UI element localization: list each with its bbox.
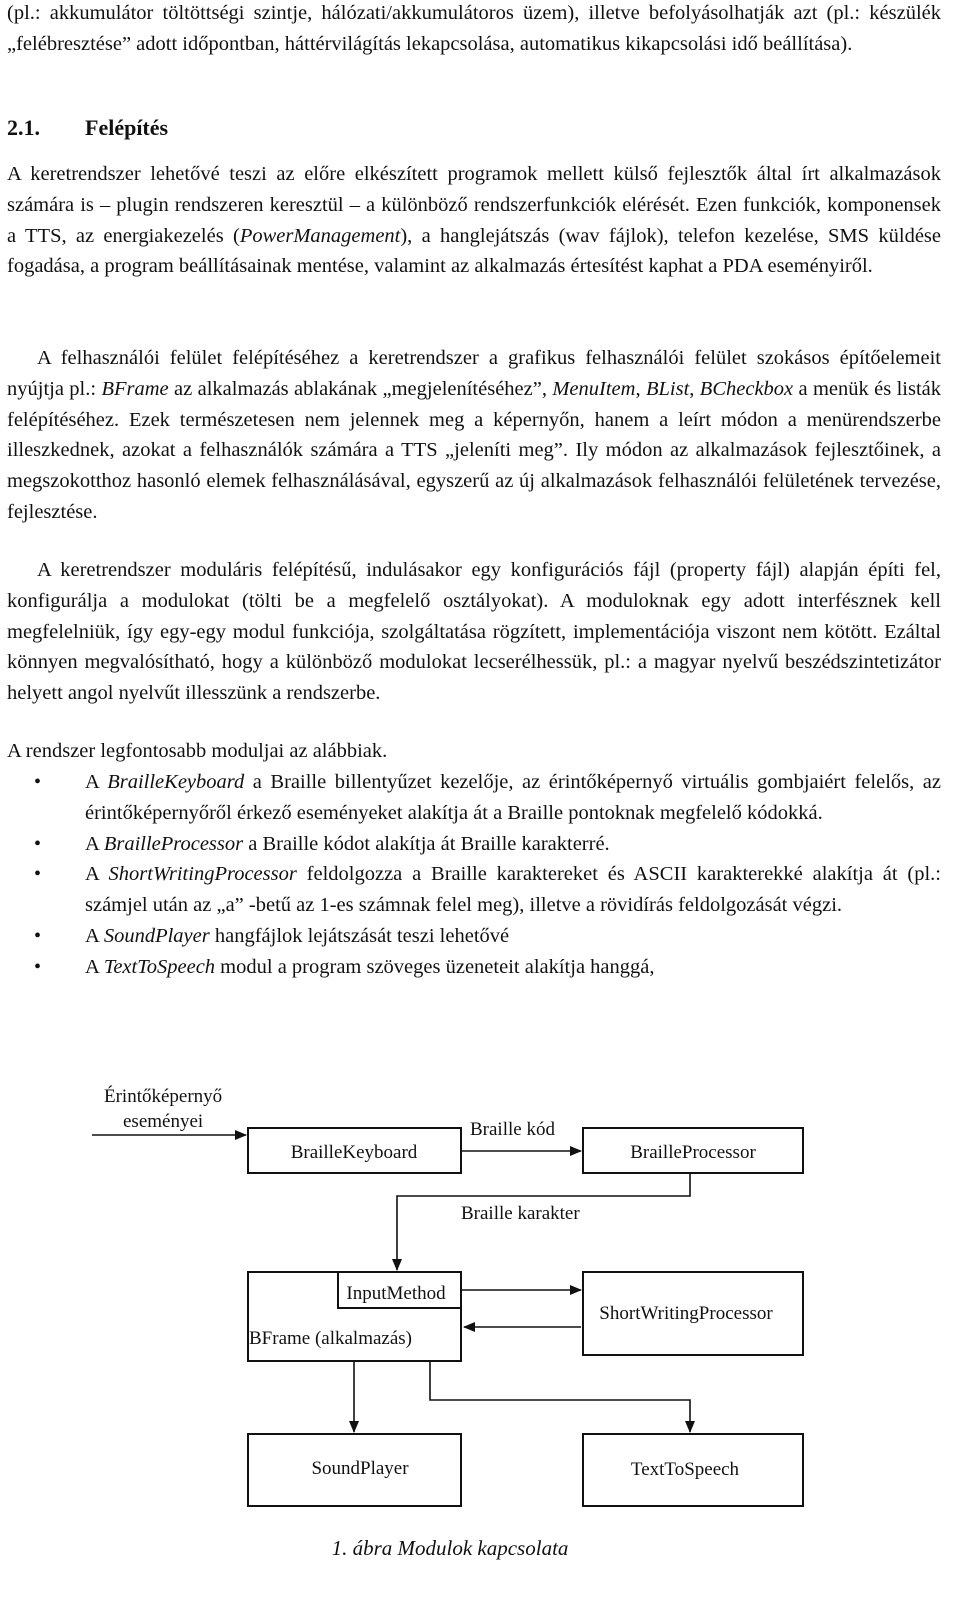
module-name: BrailleProcessor (103, 832, 244, 855)
module-name: SoundPlayer (103, 924, 210, 947)
paragraph-text: ), a hanglejátszás (wav fájlok), telefon kezelése, SMS küldése fogadása, a program beállításainak mentése, valamint az alkalmazás értesítést kaphat a PDA eseményiről. (7, 224, 941, 278)
list-item-text: A (85, 771, 108, 793)
bullet-icon: • (34, 771, 42, 793)
list-item (0, 952, 941, 983)
bullet-icon: • (34, 924, 42, 947)
list-item-text: A (85, 863, 109, 886)
paragraph-modules-intro (7, 736, 941, 767)
list-item-text: feldolgozza a Braille karaktereket és ASCII karakterekké alakítja át (pl.: számjel után az „a” -betű az 1-es számnak felel meg), illetve a rövidírás feldolgozását végzi. (85, 863, 941, 917)
list-item-text: a Braille billentyűzet kezelője, az érintőképernyő virtuális gombjaiért felelős, az érintőképernyőről érkező eseményeket alakítja át a Braille pontoknak megfelelő kódokká. (85, 771, 941, 824)
list-item (0, 921, 941, 952)
paragraph-text: A felhasználói felület felépítéséhez a keretrendszer a grafikus felhasználói felület szokásos építőelemeit nyújtja pl.: (7, 347, 941, 400)
text-to-speech-label: TextToSpeech (630, 1459, 740, 1480)
module-name: TextToSpeech (103, 955, 216, 978)
italic-term: BFrame (101, 377, 169, 400)
input-method-label: InputMethod (346, 1283, 446, 1304)
list-item-text: A (85, 924, 104, 947)
list-item (0, 859, 941, 921)
paragraph-text: , (689, 377, 700, 400)
paragraph-intro (7, 0, 941, 60)
paragraph-text: (pl.: akkumulátor töltöttségi szintje, hálózati/akkumulátoros üzem), illetve befolyásolhatják azt (pl.: készülék „felébresztése” adott időpontban, háttérvilágítás lekapcsolása, automatikus kikapcsolási idő beállítása). (7, 2, 941, 55)
paragraph-text: az alkalmazás ablakának „megjelenítéséhez”, (168, 377, 553, 400)
list-item-text: hangfájlok lejátszását teszi lehetővé (209, 924, 510, 947)
italic-term: PowerManagement (239, 224, 401, 247)
source-label-line2: eseményei (123, 1111, 204, 1132)
bframe-to-tts-arrow (430, 1362, 690, 1432)
module-list (0, 767, 941, 983)
sound-player-label: SoundPlayer (311, 1458, 409, 1479)
paragraph-text: A rendszer legfontosabb moduljai az alábbiak. (7, 740, 388, 762)
module-name: BrailleKeyboard (107, 771, 245, 793)
bframe-label: BFrame (alkalmazás) (249, 1328, 413, 1349)
module-name: ShortWritingProcessor (108, 863, 297, 886)
braille-processor-label: BrailleProcessor (630, 1142, 756, 1163)
section-title: Felépítés (85, 115, 169, 140)
short-writing-label: ShortWritingProcessor (599, 1303, 773, 1324)
list-item-text: A (85, 832, 104, 855)
section-heading (7, 115, 168, 141)
italic-term: BCheckbox (699, 377, 794, 400)
paragraph-text: a menük és listák felépítéséhez. Ezek természetesen nem jelennek meg a képernyőn, hanem a leírt módon a menürendszerbe illeszkednek, azokat a felhasználók számára a TTS „jeleníti meg”. Ily módon az alkalmazások fejlesztőinek, a megszokotthoz hasonló elemek felhasználásával, egyszerű az új alkalmazások felhasználói felületének tervezése, fejlesztése. (7, 377, 942, 523)
paragraph-ui (7, 343, 941, 528)
list-item (0, 829, 941, 860)
italic-term: BList (645, 377, 690, 400)
module-diagram (0, 1070, 960, 1597)
italic-term: MenuItem (552, 377, 636, 400)
bullet-icon: • (34, 832, 42, 855)
list-item-text: a Braille kódot alakítja át Braille karakterré. (243, 832, 610, 855)
paragraph-framework (7, 159, 941, 282)
bullet-icon: • (34, 863, 42, 886)
braille-keyboard-label: BrailleKeyboard (290, 1142, 418, 1163)
paragraph-text: A keretrendszer lehetővé teszi az előre elkészített programok mellett külső fejlesztők által írt alkalmazások számára is – plugin rendszeren keresztül – a különböző rendszerfunkciók elérését. Ezen funkciók, komponensek a TTS, az energiakezelés ( (7, 163, 941, 247)
source-label-line1: Érintőképernyő (104, 1086, 223, 1107)
list-item-text: modul a program szöveges üzeneteit alakítja hanggá, (215, 955, 655, 978)
section-number: 2.1. (7, 115, 40, 140)
list-item-text: A (85, 955, 104, 978)
bullet-icon: • (34, 955, 42, 978)
list-item (0, 767, 941, 829)
paragraph-text: , (635, 377, 646, 400)
paragraph-text: A keretrendszer moduláris felépítésű, indulásakor egy konfigurációs fájl (property fájl) alapján építi fel, konfigurálja a modulokat (tölti be a megfelelő osztályokat). A moduloknak egy adott interfésznek kell megfelelniük, így egy-egy modul funkciója, szolgáltatása rögzített, implementációja viszont nem kötött. Ezáltal könnyen megvalósítható, hogy a különböző modulokat lecserélhessük, pl.: a magyar nyelvű beszédszintetizátor helyett angol nyelvűt illesszünk a rendszerbe. (7, 559, 941, 705)
figure-caption: 1. ábra Modulok kapcsolata (331, 1536, 569, 1560)
paragraph-modular (7, 555, 941, 709)
edge-label-braille-karakter: Braille karakter (461, 1203, 580, 1224)
edge-label-braille-kod: Braille kód (470, 1119, 555, 1140)
